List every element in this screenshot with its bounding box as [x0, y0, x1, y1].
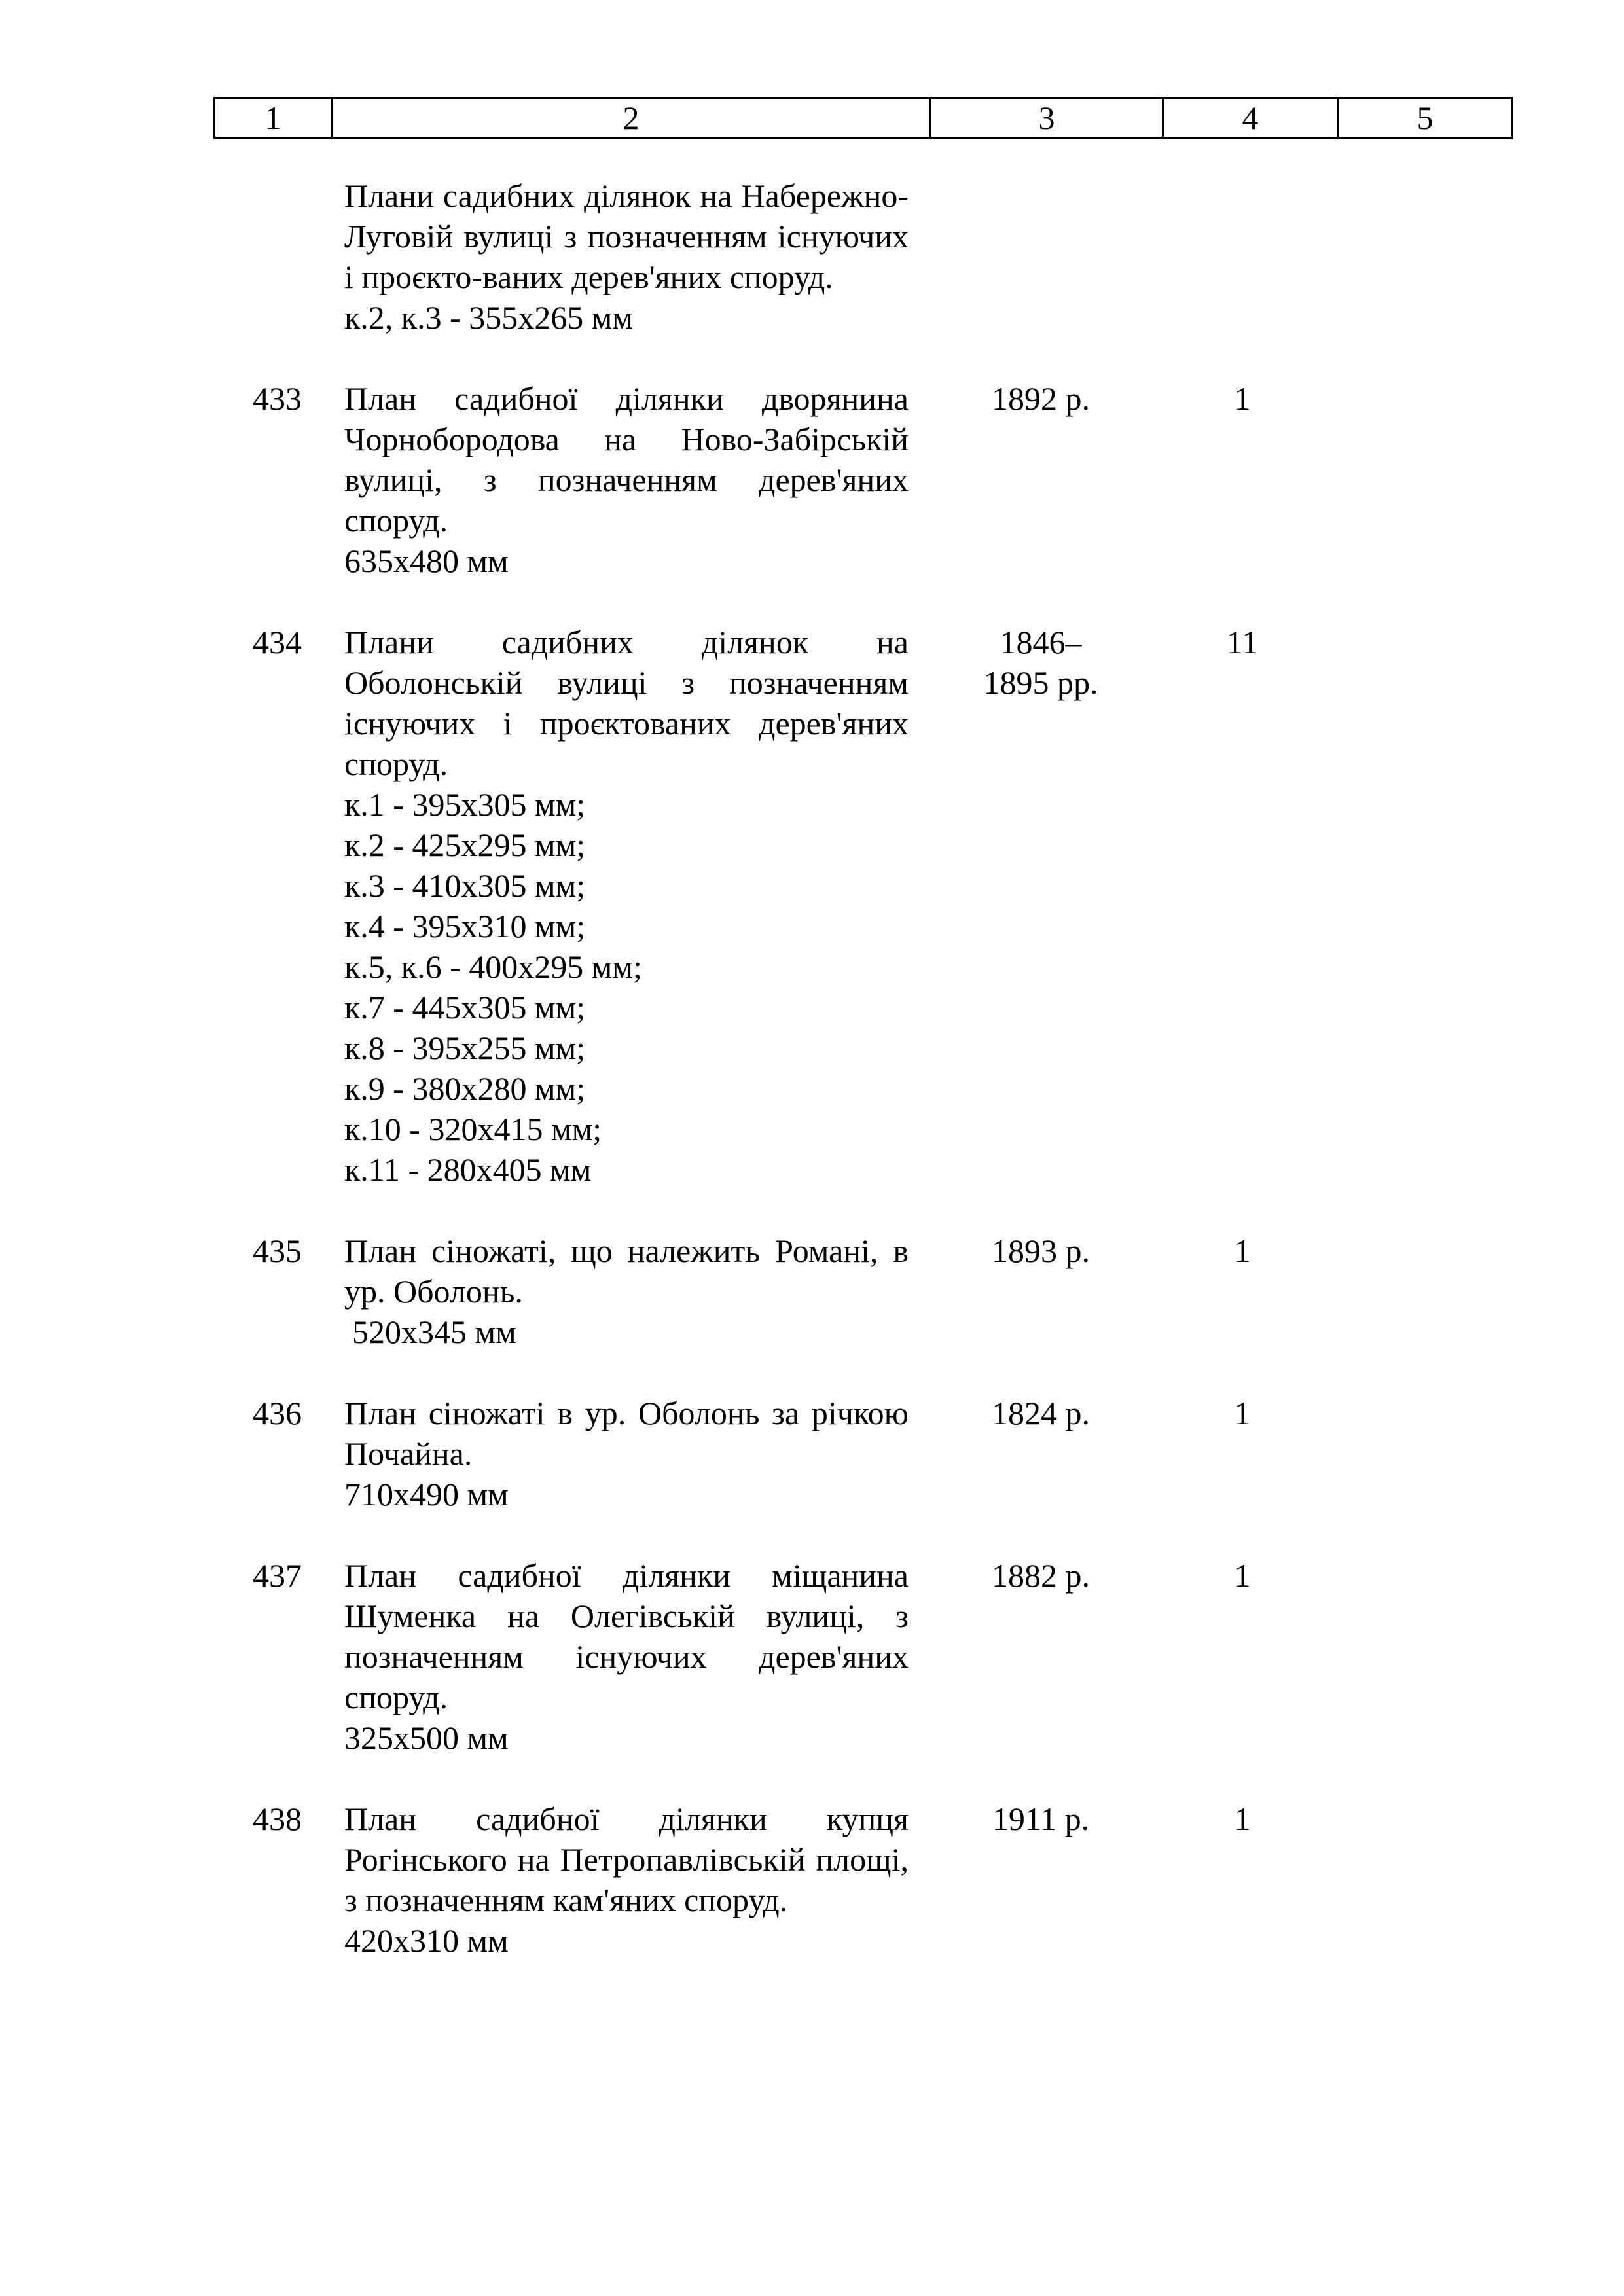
entry-date: 1892 р. [992, 380, 1090, 417]
entry-date: 1893 р. [992, 1232, 1090, 1269]
list-item [213, 1799, 1502, 1961]
entry-date: 1911 р. [992, 1801, 1090, 1837]
entry-description: План сіножаті в ур. Оболонь за річкою Почайна. [344, 1395, 909, 1472]
entry-dimension: к.10 - 320х415 мм; [344, 1111, 602, 1147]
entry-dimension: 420х310 мм [344, 1922, 509, 1959]
column-header-5: 5 [1338, 98, 1513, 138]
entry-number: 437 [253, 1557, 302, 1594]
column-header-table [213, 97, 1513, 139]
entry-description-block [344, 175, 909, 338]
entry-sheet-count: 11 [1226, 624, 1259, 660]
entry-dimension: к.8 - 395х255 мм; [344, 1030, 586, 1066]
entry-number: 436 [253, 1395, 302, 1431]
entry-dimension: к.1 - 395х305 мм; [344, 786, 586, 823]
entry-dimension: к.7 - 445х305 мм; [344, 989, 586, 1026]
column-header-1: 1 [215, 98, 332, 138]
entry-dimension: к.5, к.6 - 400х295 мм; [344, 948, 642, 985]
entry-description-block [344, 622, 909, 1190]
entry-sheet-count: 1 [1234, 1557, 1251, 1594]
entry-dimension: к.2 - 425х295 мм; [344, 827, 586, 863]
entry-date: 1882 р. [992, 1557, 1090, 1594]
continued-entry [213, 175, 1502, 338]
entry-dimension: к.3 - 410х305 мм; [344, 867, 586, 904]
entry-number: 433 [253, 380, 302, 417]
entry-number: 434 [253, 624, 302, 660]
entry-date: 1824 р. [992, 1395, 1090, 1431]
list-item [213, 378, 1502, 581]
entry-number: 435 [253, 1232, 302, 1269]
entry-description-block [344, 378, 909, 581]
column-header-row [215, 98, 1513, 138]
entry-dimension: 325х500 мм [344, 1719, 509, 1756]
entry-dimension: к.4 - 395х310 мм; [344, 908, 586, 944]
entry-description: План садибної ділянки міщанина Шуменка на Олегівській вулиці, з позначенням існуючих дерев'яних споруд. [344, 1557, 909, 1715]
entry-number: 438 [253, 1801, 302, 1837]
entry-sheet-count: 1 [1234, 1801, 1251, 1837]
entry-description: План садибної ділянки купця Рогінського на Петропавлівській площі, з позначенням кам'яних споруд. [344, 1801, 909, 1918]
entry-description: План садибної ділянки дворянина Чорнобородова на Ново-Забірській вулиці, з позначенням дерев'яних споруд. [344, 380, 909, 539]
list-item [213, 1393, 1502, 1515]
entry-dimension: 710х490 мм [344, 1476, 509, 1513]
entry-sheet-count: 1 [1234, 1395, 1251, 1431]
column-header-3: 3 [931, 98, 1163, 138]
entry-dimension: к.11 - 280х405 мм [344, 1151, 592, 1188]
entry-dimension: 520х345 мм [352, 1314, 516, 1350]
entry-dimension: к.9 - 380х280 мм; [344, 1070, 586, 1107]
entry-description-block [344, 1393, 909, 1515]
column-header-4: 4 [1163, 98, 1338, 138]
entry-sheet-count: 1 [1234, 1232, 1251, 1269]
entry-dimension: 635х480 мм [344, 543, 509, 579]
entry-description-block [344, 1555, 909, 1758]
entries-list [213, 175, 1502, 1961]
entry-date: 1846– 1895 рр. [983, 624, 1098, 701]
entry-sheet-count: 1 [1234, 380, 1251, 417]
entry-description-block [344, 1799, 909, 1961]
list-item [213, 622, 1502, 1190]
column-header-2: 2 [332, 98, 931, 138]
entry-description-block [344, 1230, 909, 1352]
list-item [213, 1230, 1502, 1352]
entry-description: Плани садибних ділянок на Оболонській вулиці з позначенням існуючих і проєктованих дерев'яних споруд. [344, 624, 909, 782]
entry-description: Плани садибних ділянок на Набережно-Луговій вулиці з позначенням існуючих і проєкто-ваних дерев'яних споруд. [344, 177, 909, 295]
entry-dimension: к.2, к.3 - 355х265 мм [344, 299, 634, 336]
entry-description: План сіножаті, що належить Романі, в ур. Оболонь. [344, 1232, 909, 1310]
list-item [213, 1555, 1502, 1758]
